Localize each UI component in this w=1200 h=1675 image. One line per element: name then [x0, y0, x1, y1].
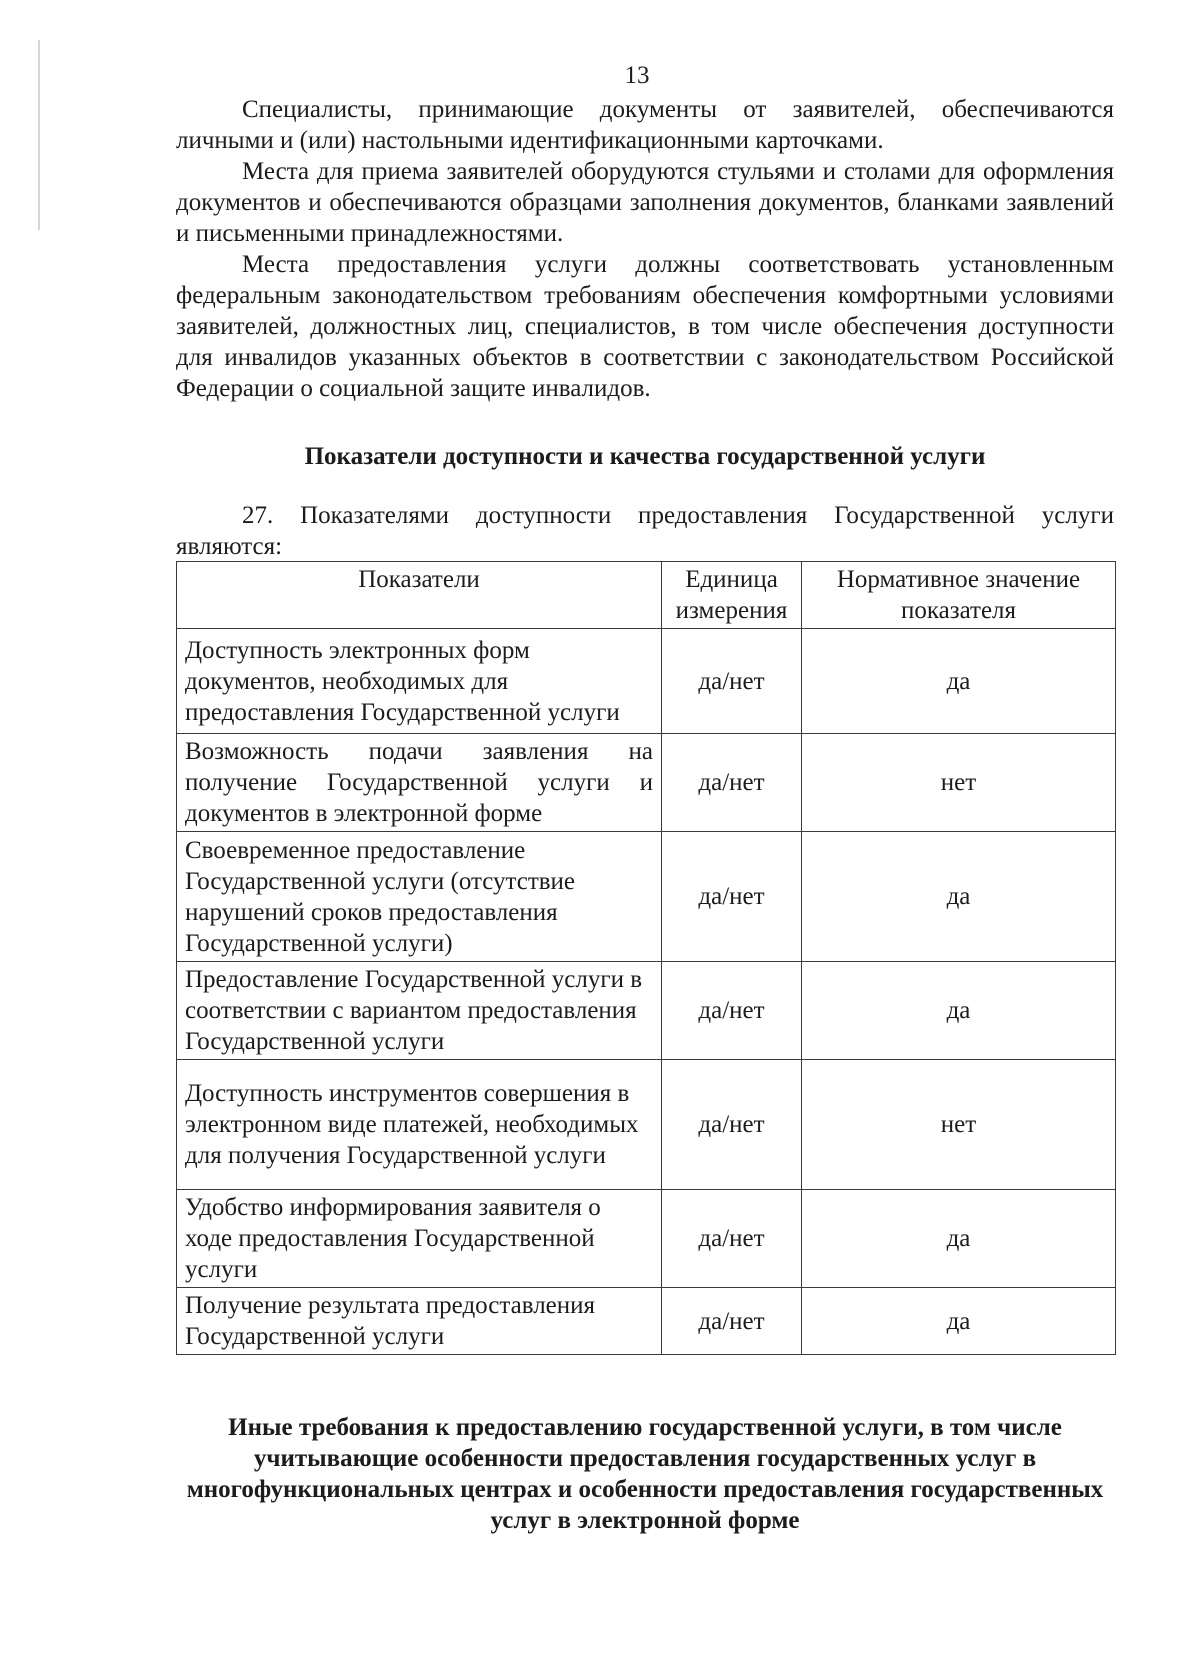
table-header-row — [177, 562, 1116, 629]
indicator-cell: Удобство информирования заявителя о ходе предоставления Государственной услуги — [177, 1190, 662, 1288]
page-number: 13 — [624, 62, 650, 89]
section-heading: Показатели доступности и качества государственной услуги — [304, 443, 986, 470]
norm-cell: да — [802, 629, 1116, 734]
table-row — [177, 1190, 1116, 1288]
indicator-cell: Возможность подачи заявления на получение Государственной услуги и документов в электронной форме — [177, 734, 662, 832]
indicator-cell: Предоставление Государственной услуги в соответствии с вариантом предоставления Государственной услуги — [177, 962, 662, 1060]
unit-cell: да/нет — [662, 832, 802, 962]
indicator-cell: Получение результата предоставления Государственной услуги — [177, 1288, 662, 1355]
indicator-cell: Своевременное предоставление Государственной услуги (отсутствие нарушений сроков предоставления Государственной услуги) — [177, 832, 662, 962]
norm-cell: да — [802, 1190, 1116, 1288]
paragraph-service-places: Места предоставления услуги должны соответствовать установленным федеральным законодательством требованиям обеспечения комфортными условиями заявителей, должностных лиц, специалистов, в том числе обеспечения доступности для инвалидов указанных объектов в соответствии с законодательством Российской Федерации о социальной защите инвалидов. — [176, 251, 1114, 402]
unit-cell: да/нет — [662, 962, 802, 1060]
indicators-table — [176, 561, 1116, 1355]
body-text — [176, 94, 1114, 404]
paragraph-reception-places: Места для приема заявителей оборудуются стульями и столами для оформления документов и обеспечиваются образцами заполнения документов, бланками заявлений и письменными принадлежностями. — [176, 158, 1114, 247]
norm-cell: да — [802, 962, 1116, 1060]
norm-cell: да — [802, 832, 1116, 962]
table-row — [177, 962, 1116, 1060]
table-row — [177, 1060, 1116, 1190]
intro-paragraph: 27. Показателями доступности предоставления Государственной услуги являются: — [176, 502, 1114, 560]
paragraph-specialists: Специалисты, принимающие документы от заявителей, обеспечиваются личными и (или) настольными идентификационными карточками. — [176, 96, 1114, 154]
table-row — [177, 1288, 1116, 1355]
norm-cell: да — [802, 1288, 1116, 1355]
unit-cell: да/нет — [662, 1060, 802, 1190]
table-row — [177, 629, 1116, 734]
indicator-cell: Доступность инструментов совершения в электронном виде платежей, необходимых для получения Государственной услуги — [177, 1060, 662, 1190]
closing-heading: Иные требования к предоставлению государственной услуги, в том числе учитывающие особенности предоставления государственных услуг в многофункциональных центрах и особенности предоставления государственных услуг в электронной форме — [186, 1414, 1104, 1534]
unit-cell: да/нет — [662, 1288, 802, 1355]
intro-text — [176, 500, 1114, 562]
unit-cell: да/нет — [662, 629, 802, 734]
indicator-cell: Доступность электронных форм документов, необходимых для предоставления Государственной услуги — [177, 629, 662, 734]
header-norm: Нормативное значение показателя — [802, 562, 1116, 629]
norm-cell: нет — [802, 1060, 1116, 1190]
table-row — [177, 734, 1116, 832]
norm-cell: нет — [802, 734, 1116, 832]
unit-cell: да/нет — [662, 1190, 802, 1288]
header-unit: Единица измерения — [662, 562, 802, 629]
unit-cell: да/нет — [662, 734, 802, 832]
header-indicator: Показатели — [177, 562, 662, 629]
table-row — [177, 832, 1116, 962]
